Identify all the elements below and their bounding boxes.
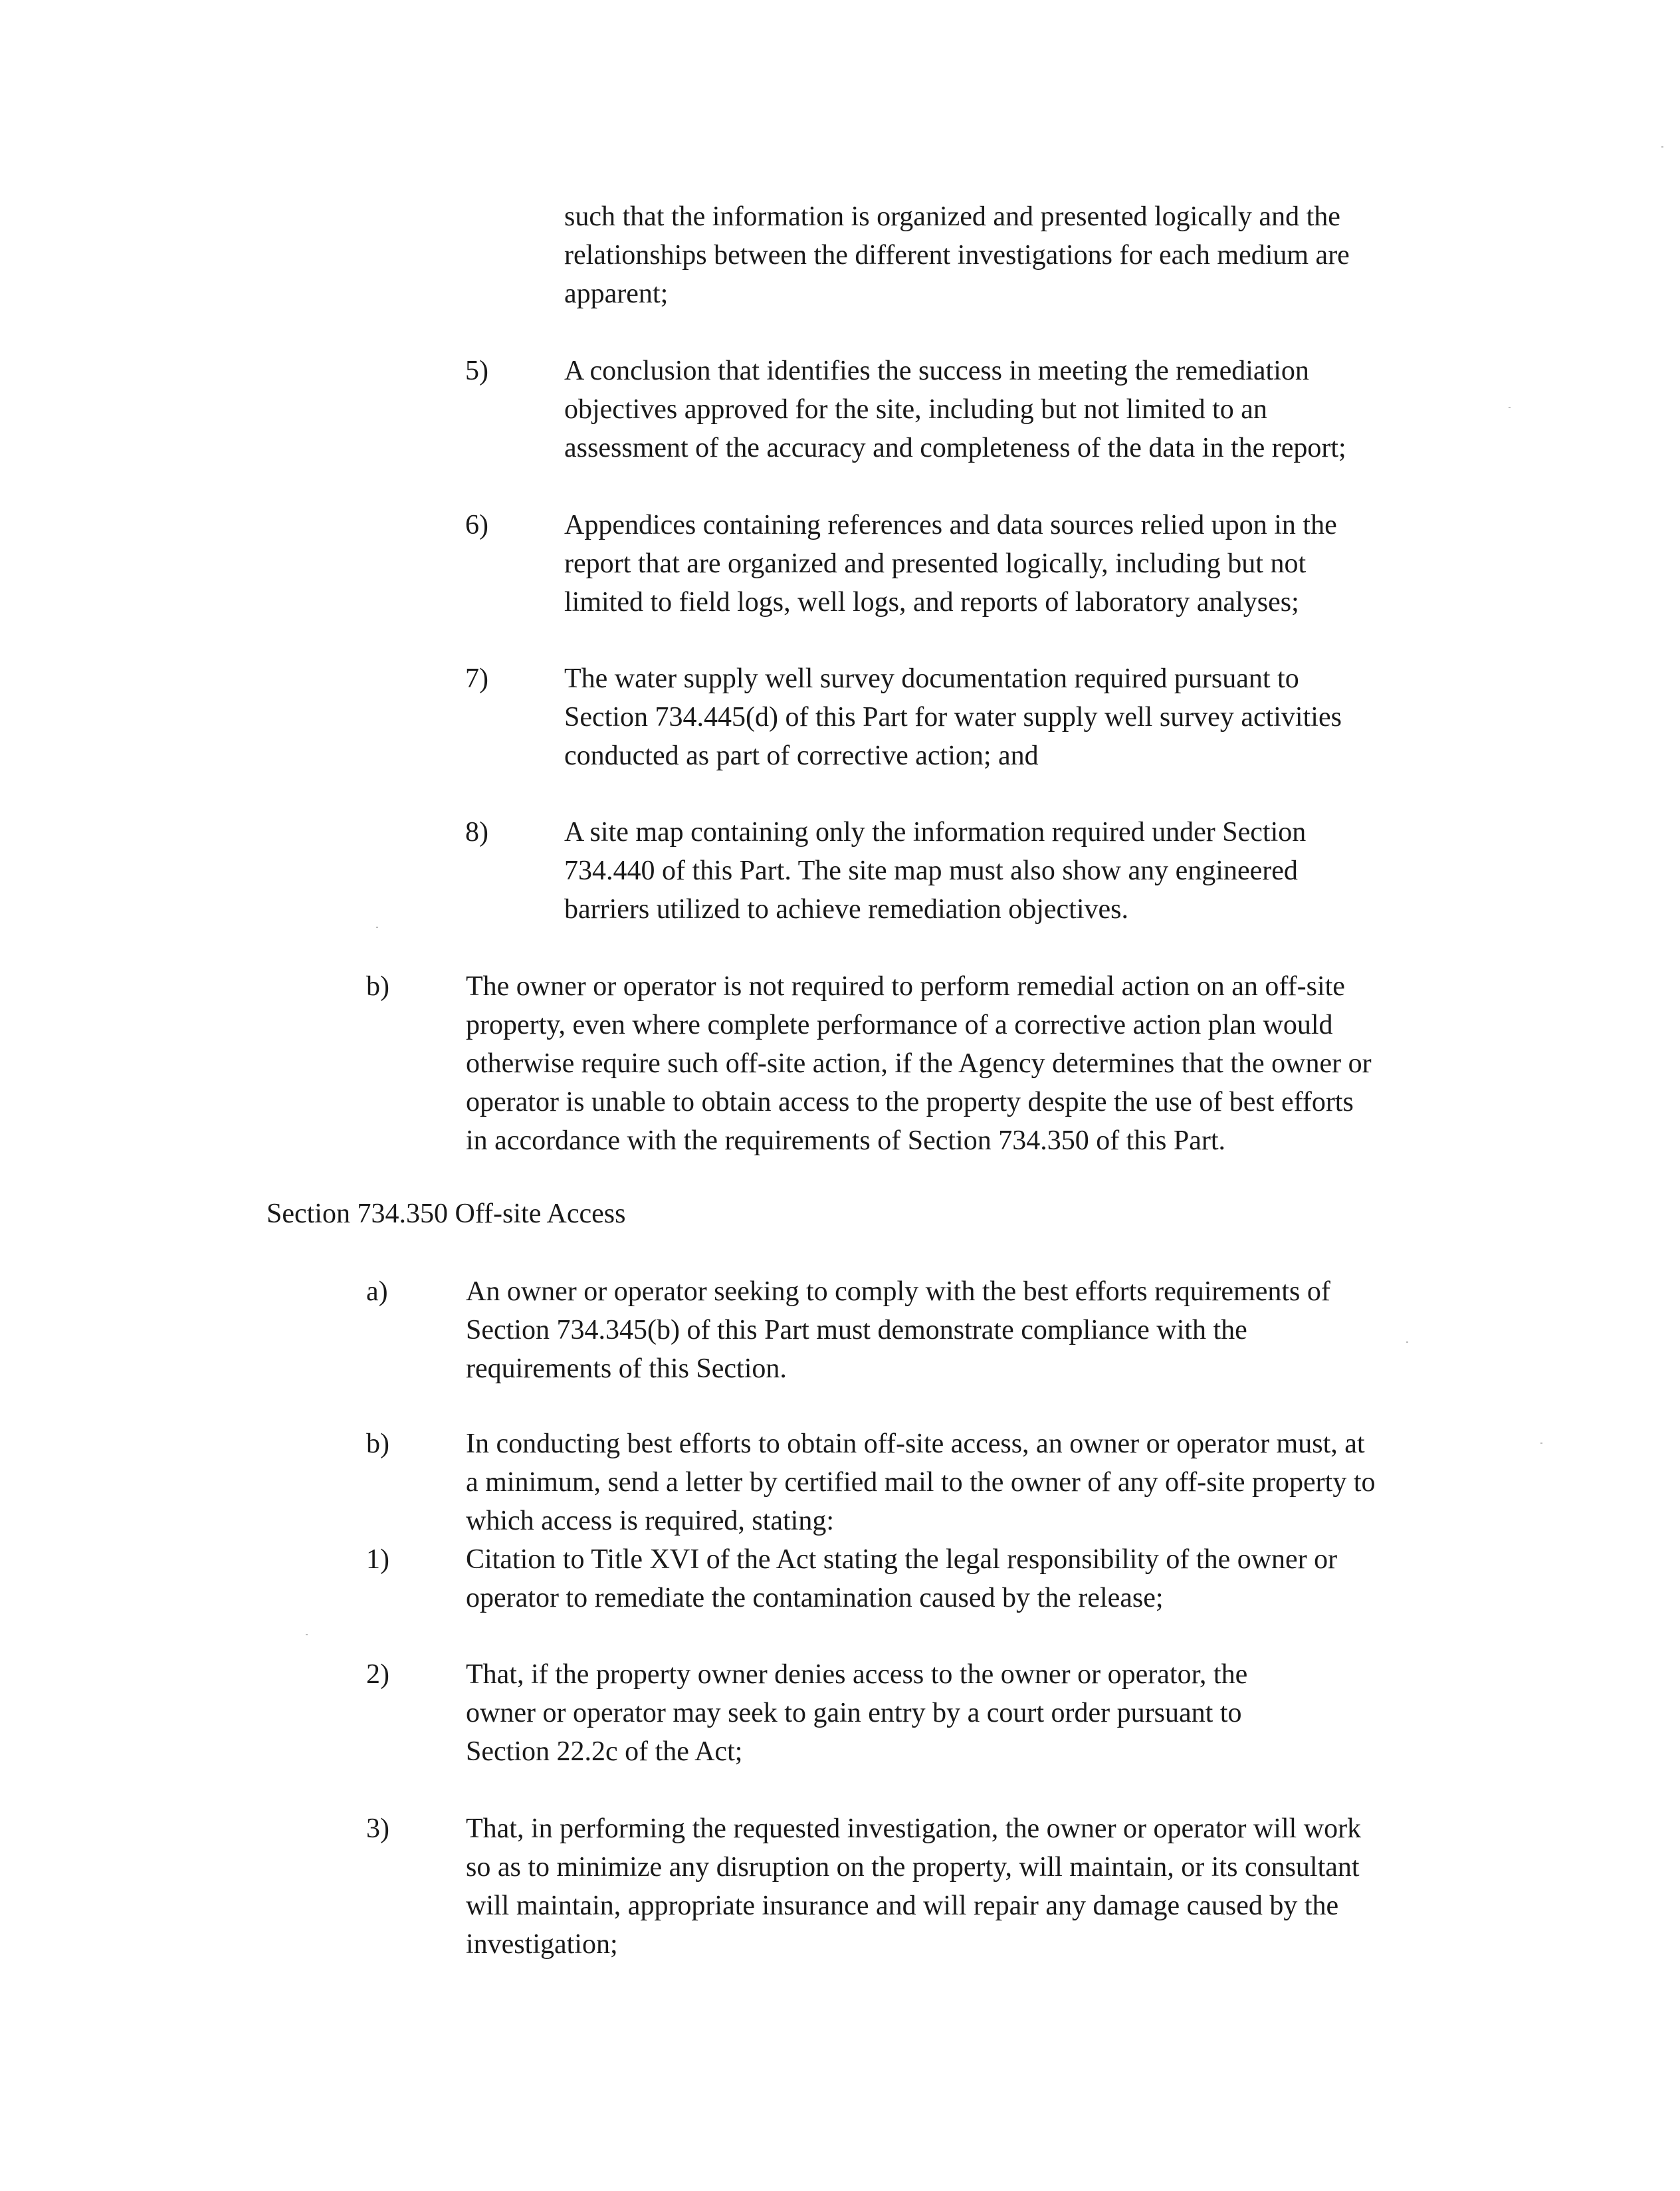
item-text-line: assessment of the accuracy and completeness of the data in the report;: [564, 433, 1346, 463]
item-text-line: report that are organized and presented logically, including but not: [564, 548, 1307, 579]
subsection-text-line: otherwise require such off-site action, if the Agency determines that the owner or: [466, 1048, 1372, 1079]
section-item-text-line: owner or operator may seek to gain entry by a court order pursuant to: [466, 1698, 1242, 1728]
item-text-line: objectives approved for the site, including but not limited to an: [564, 394, 1267, 425]
subsection-label: b): [366, 971, 389, 1002]
section-item-text-line: That, in performing the requested investigation, the owner or operator will work: [466, 1813, 1362, 1844]
section-item-text-line: Section 22.2c of the Act;: [466, 1736, 743, 1767]
section-item-text-line: which access is required, stating:: [466, 1506, 834, 1536]
scan-speck: [1509, 407, 1511, 408]
continuation-line: such that the information is organized and presented logically and the: [564, 201, 1340, 232]
item-text-line: The water supply well survey documentation required pursuant to: [564, 663, 1299, 694]
section-item-label: 1): [366, 1544, 389, 1575]
section-item-label: b): [366, 1429, 389, 1459]
subsection-text-line: property, even where complete performance of a corrective action plan would: [466, 1010, 1333, 1040]
section-item-text-line: That, if the property owner denies access to the owner or operator, the: [466, 1659, 1248, 1690]
scan-speck: [1406, 1341, 1408, 1343]
item-text-line: A site map containing only the information required under Section: [564, 817, 1307, 848]
section-item-text-line: a minimum, send a letter by certified mail to the owner of any off-site property to: [466, 1467, 1376, 1498]
item-number: 6): [465, 510, 488, 540]
item-text-line: barriers utilized to achieve remediation objectives.: [564, 894, 1128, 925]
section-item-text-line: operator to remediate the contamination caused by the release;: [466, 1583, 1164, 1613]
scan-speck: [306, 1634, 308, 1635]
continuation-line: relationships between the different investigations for each medium are: [564, 240, 1350, 271]
section-heading: Section 734.350 Off-site Access: [266, 1199, 626, 1229]
section-item-text-line: will maintain, appropriate insurance and will repair any damage caused by the: [466, 1891, 1339, 1921]
subsection-text-line: operator is unable to obtain access to the property despite the use of best efforts: [466, 1087, 1354, 1117]
subsection-text-line: in accordance with the requirements of Section 734.350 of this Part.: [466, 1125, 1226, 1156]
section-item-text-line: investigation;: [466, 1929, 618, 1960]
section-item-label: 2): [366, 1659, 389, 1690]
item-text-line: 734.440 of this Part. The site map must also show any engineered: [564, 856, 1298, 886]
section-item-label: 3): [366, 1813, 389, 1844]
item-text-line: limited to field logs, well logs, and reports of laboratory analyses;: [564, 587, 1299, 618]
item-number: 5): [465, 356, 488, 386]
item-text-line: Section 734.445(d) of this Part for water supply well survey activities: [564, 702, 1342, 733]
section-item-label: a): [366, 1276, 388, 1307]
item-number: 7): [465, 663, 488, 694]
scan-speck: [1661, 146, 1663, 148]
section-item-text-line: Citation to Title XVI of the Act stating the legal responsibility of the owner or: [466, 1544, 1338, 1575]
scan-speck: [376, 927, 378, 928]
section-item-text-line: requirements of this Section.: [466, 1353, 787, 1384]
section-item-text-line: In conducting best efforts to obtain off-site access, an owner or operator must, at: [466, 1429, 1365, 1459]
item-number: 8): [465, 817, 488, 848]
item-text-line: conducted as part of corrective action; and: [564, 741, 1039, 771]
item-text-line: Appendices containing references and data sources relied upon in the: [564, 510, 1337, 540]
section-item-text-line: Section 734.345(b) of this Part must demonstrate compliance with the: [466, 1315, 1247, 1345]
subsection-text-line: The owner or operator is not required to perform remedial action on an off-site: [466, 971, 1345, 1002]
section-item-text-line: so as to minimize any disruption on the property, will maintain, or its consultant: [466, 1852, 1360, 1883]
section-item-text-line: An owner or operator seeking to comply with the best efforts requirements of: [466, 1276, 1330, 1307]
continuation-line: apparent;: [564, 279, 669, 309]
scan-speck: [1540, 1442, 1542, 1444]
item-text-line: A conclusion that identifies the success in meeting the remediation: [564, 356, 1309, 386]
